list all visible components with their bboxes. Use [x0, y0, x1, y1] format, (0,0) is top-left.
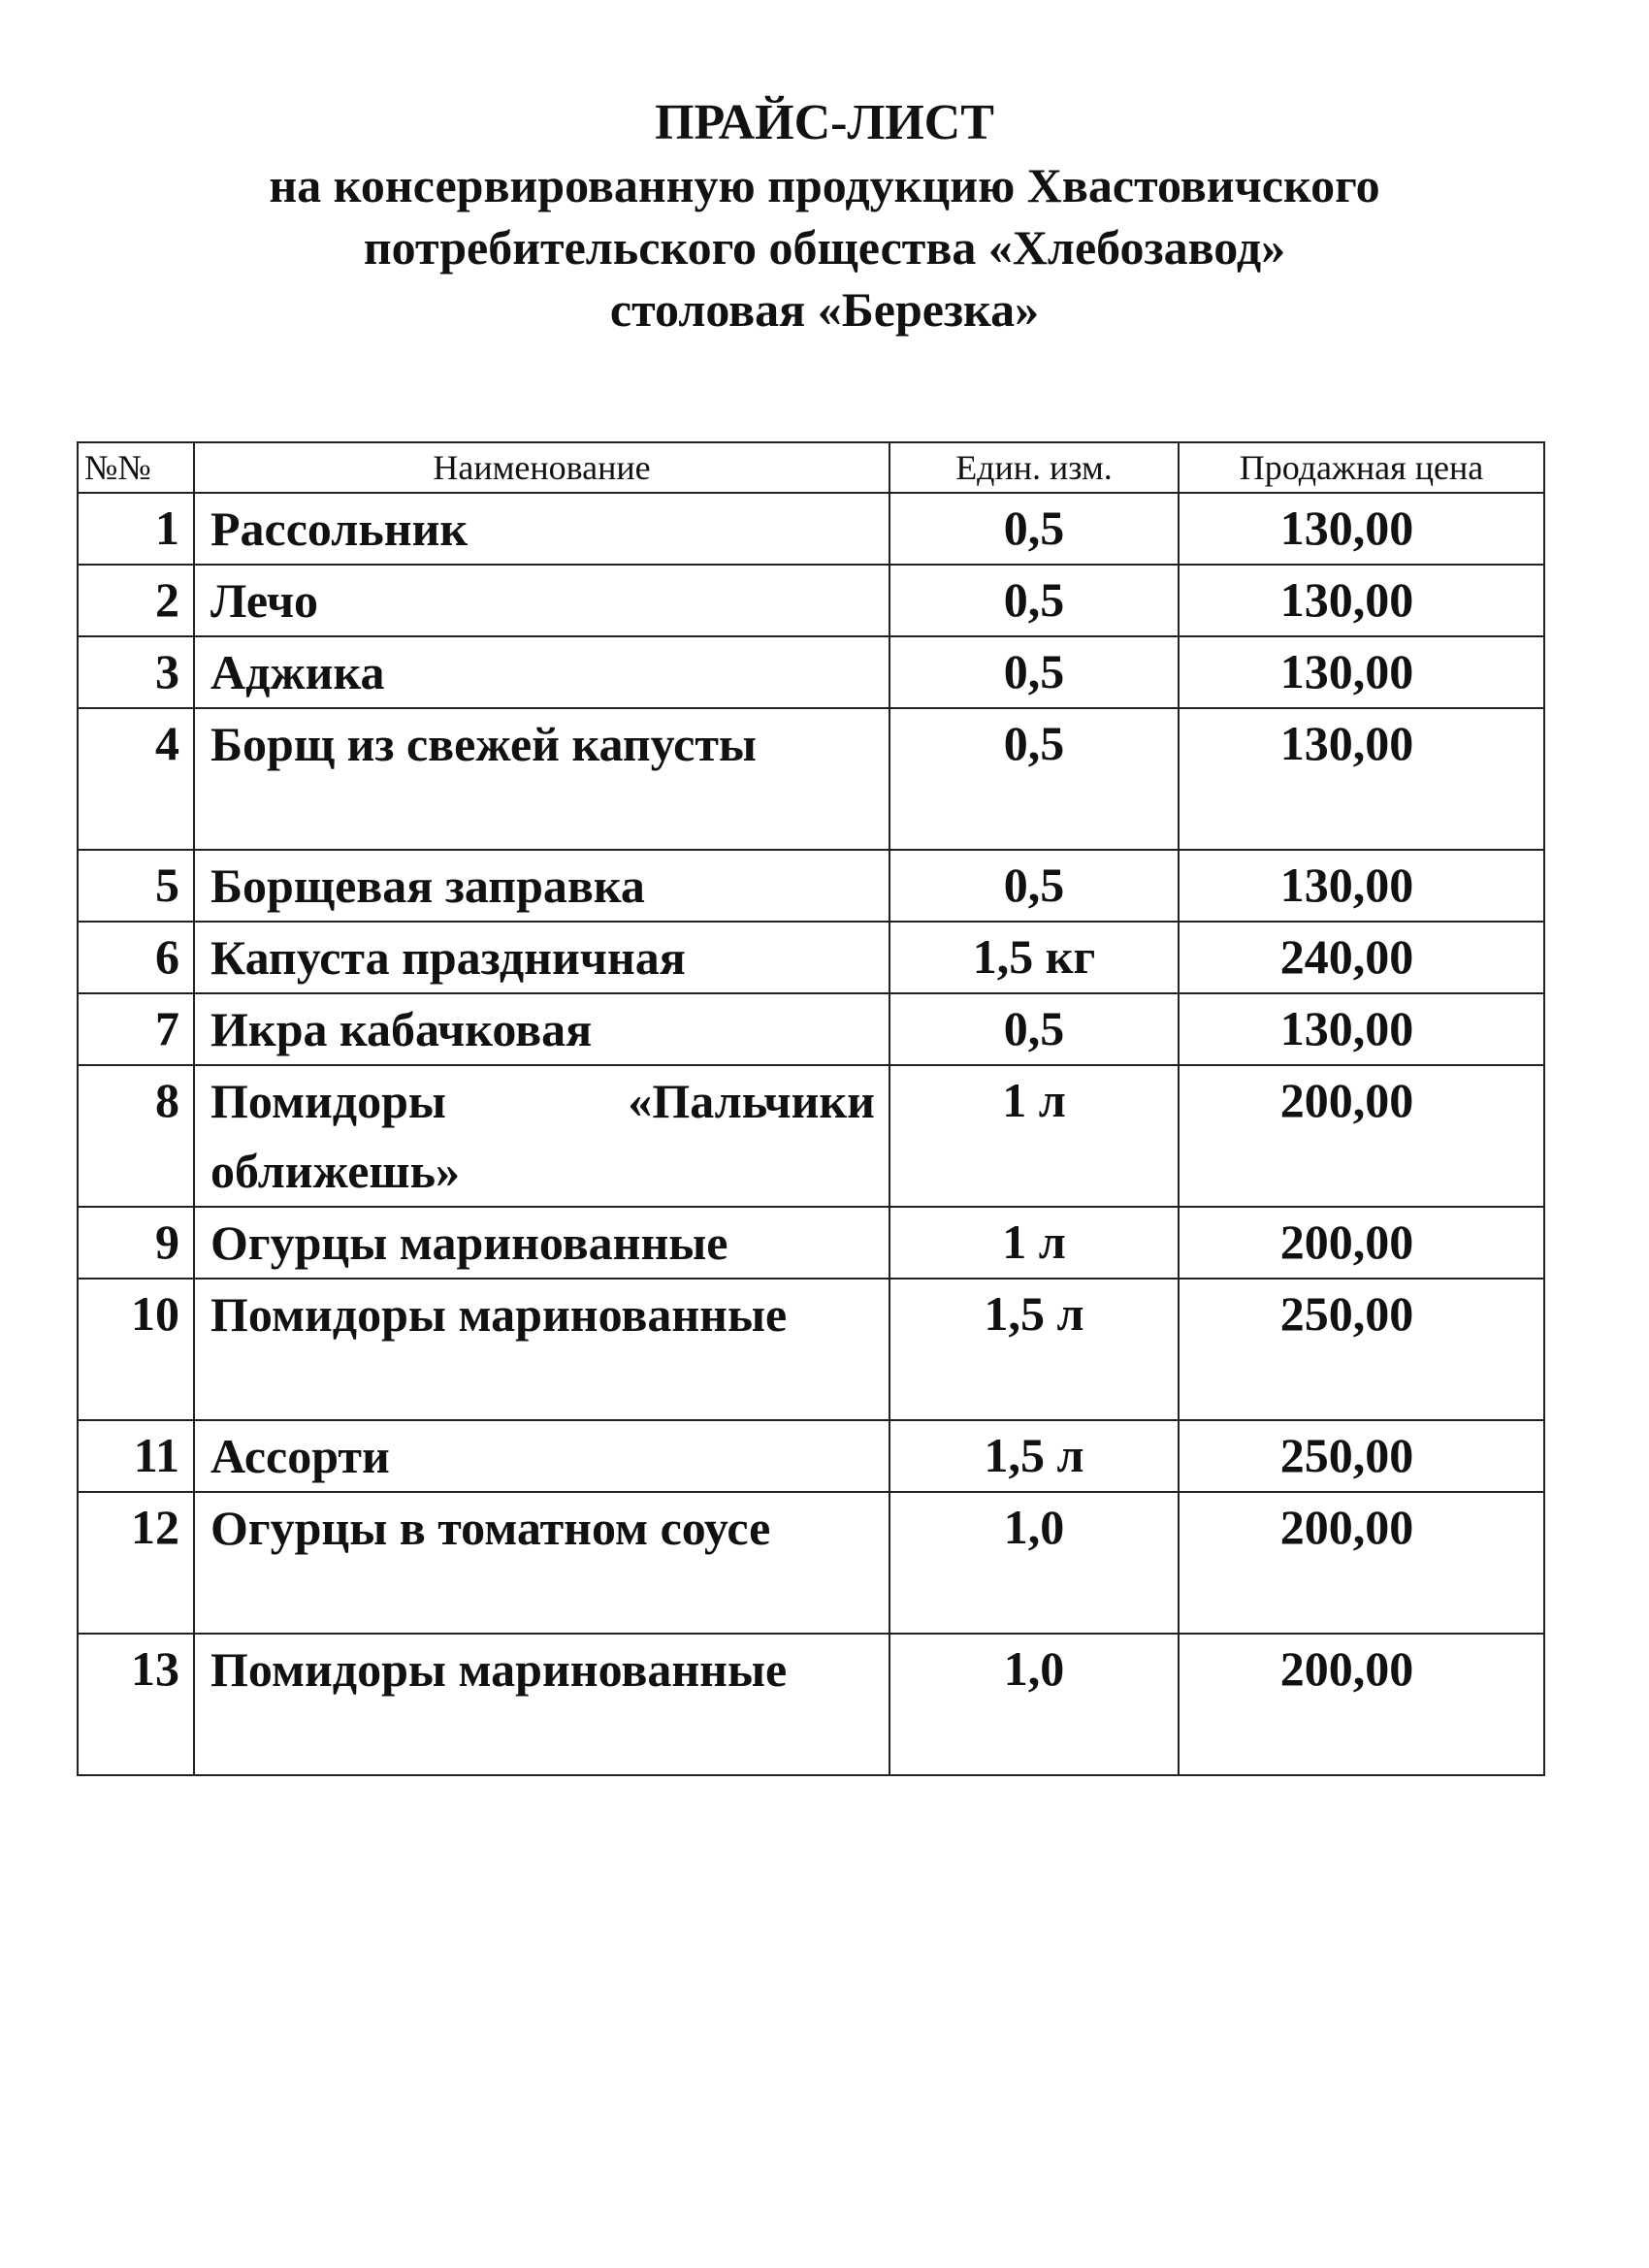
document-header: [0, 92, 1649, 340]
column-header-number: №№: [78, 442, 194, 493]
table-header-row: [78, 442, 1544, 493]
product-unit: 1,5 кг: [889, 922, 1179, 993]
product-unit: 1,0: [889, 1634, 1179, 1775]
product-price: 130,00: [1179, 708, 1544, 850]
row-number: 12: [78, 1492, 194, 1634]
product-unit: 1,5 л: [889, 1420, 1179, 1492]
table-row: [78, 1065, 1544, 1207]
product-unit: 1 л: [889, 1065, 1179, 1207]
product-name: Лечо: [194, 565, 889, 636]
product-name: Борщевая заправка: [194, 850, 889, 922]
product-price: 130,00: [1179, 565, 1544, 636]
table-row: [78, 1420, 1544, 1492]
product-price: 200,00: [1179, 1065, 1544, 1207]
row-number: 10: [78, 1279, 194, 1420]
subtitle-line-3: столовая «Березка»: [609, 282, 1040, 337]
product-name: Огурцы в томатном соусе: [194, 1492, 889, 1634]
row-number: 8: [78, 1065, 194, 1207]
product-name: Помидоры маринованные: [194, 1279, 889, 1420]
price-table: [77, 441, 1545, 1776]
table-row: [78, 993, 1544, 1065]
column-header-price: Продажная цена: [1179, 442, 1544, 493]
row-number: 5: [78, 850, 194, 922]
product-name: Рассольник: [194, 493, 889, 565]
product-price: 200,00: [1179, 1634, 1544, 1775]
row-number: 2: [78, 565, 194, 636]
product-price: 250,00: [1179, 1279, 1544, 1420]
product-name: Помидоры «Пальчики оближешь»: [194, 1065, 889, 1207]
subtitle-line-1: на консервированную продукцию Хвастовичского: [269, 158, 1380, 212]
product-name: Аджика: [194, 636, 889, 708]
product-unit: 0,5: [889, 493, 1179, 565]
row-number: 1: [78, 493, 194, 565]
product-price: 200,00: [1179, 1207, 1544, 1279]
row-number: 13: [78, 1634, 194, 1775]
product-unit: 0,5: [889, 993, 1179, 1065]
product-unit: 0,5: [889, 636, 1179, 708]
product-name: Капуста праздничная: [194, 922, 889, 993]
product-unit: 1 л: [889, 1207, 1179, 1279]
product-name: Борщ из свежей капусты: [194, 708, 889, 850]
product-price: 130,00: [1179, 636, 1544, 708]
table-row: [78, 1492, 1544, 1634]
table-row: [78, 1279, 1544, 1420]
table-row: [78, 1634, 1544, 1775]
row-number: 3: [78, 636, 194, 708]
product-unit: 0,5: [889, 708, 1179, 850]
product-price: 240,00: [1179, 922, 1544, 993]
product-unit: 0,5: [889, 850, 1179, 922]
product-name: Огурцы маринованные: [194, 1207, 889, 1279]
table-row: [78, 493, 1544, 565]
product-unit: 1,5 л: [889, 1279, 1179, 1420]
table-row: [78, 565, 1544, 636]
document-title: ПРАЙС-ЛИСТ: [655, 95, 994, 150]
product-price: 250,00: [1179, 1420, 1544, 1492]
row-number: 9: [78, 1207, 194, 1279]
row-number: 6: [78, 922, 194, 993]
row-number: 11: [78, 1420, 194, 1492]
subtitle-line-2: потребительского общества «Хлебозавод»: [363, 220, 1286, 275]
table-row: [78, 922, 1544, 993]
table-row: [78, 636, 1544, 708]
table-row: [78, 850, 1544, 922]
product-price: 130,00: [1179, 993, 1544, 1065]
row-number: 7: [78, 993, 194, 1065]
product-price: 130,00: [1179, 493, 1544, 565]
column-header-name: Наименование: [194, 442, 889, 493]
product-name: Икра кабачковая: [194, 993, 889, 1065]
table-row: [78, 708, 1544, 850]
product-name: Ассорти: [194, 1420, 889, 1492]
product-unit: 1,0: [889, 1492, 1179, 1634]
row-number: 4: [78, 708, 194, 850]
product-price: 130,00: [1179, 850, 1544, 922]
product-price: 200,00: [1179, 1492, 1544, 1634]
table-row: [78, 1207, 1544, 1279]
product-unit: 0,5: [889, 565, 1179, 636]
column-header-unit: Един. изм.: [889, 442, 1179, 493]
product-name: Помидоры маринованные: [194, 1634, 889, 1775]
